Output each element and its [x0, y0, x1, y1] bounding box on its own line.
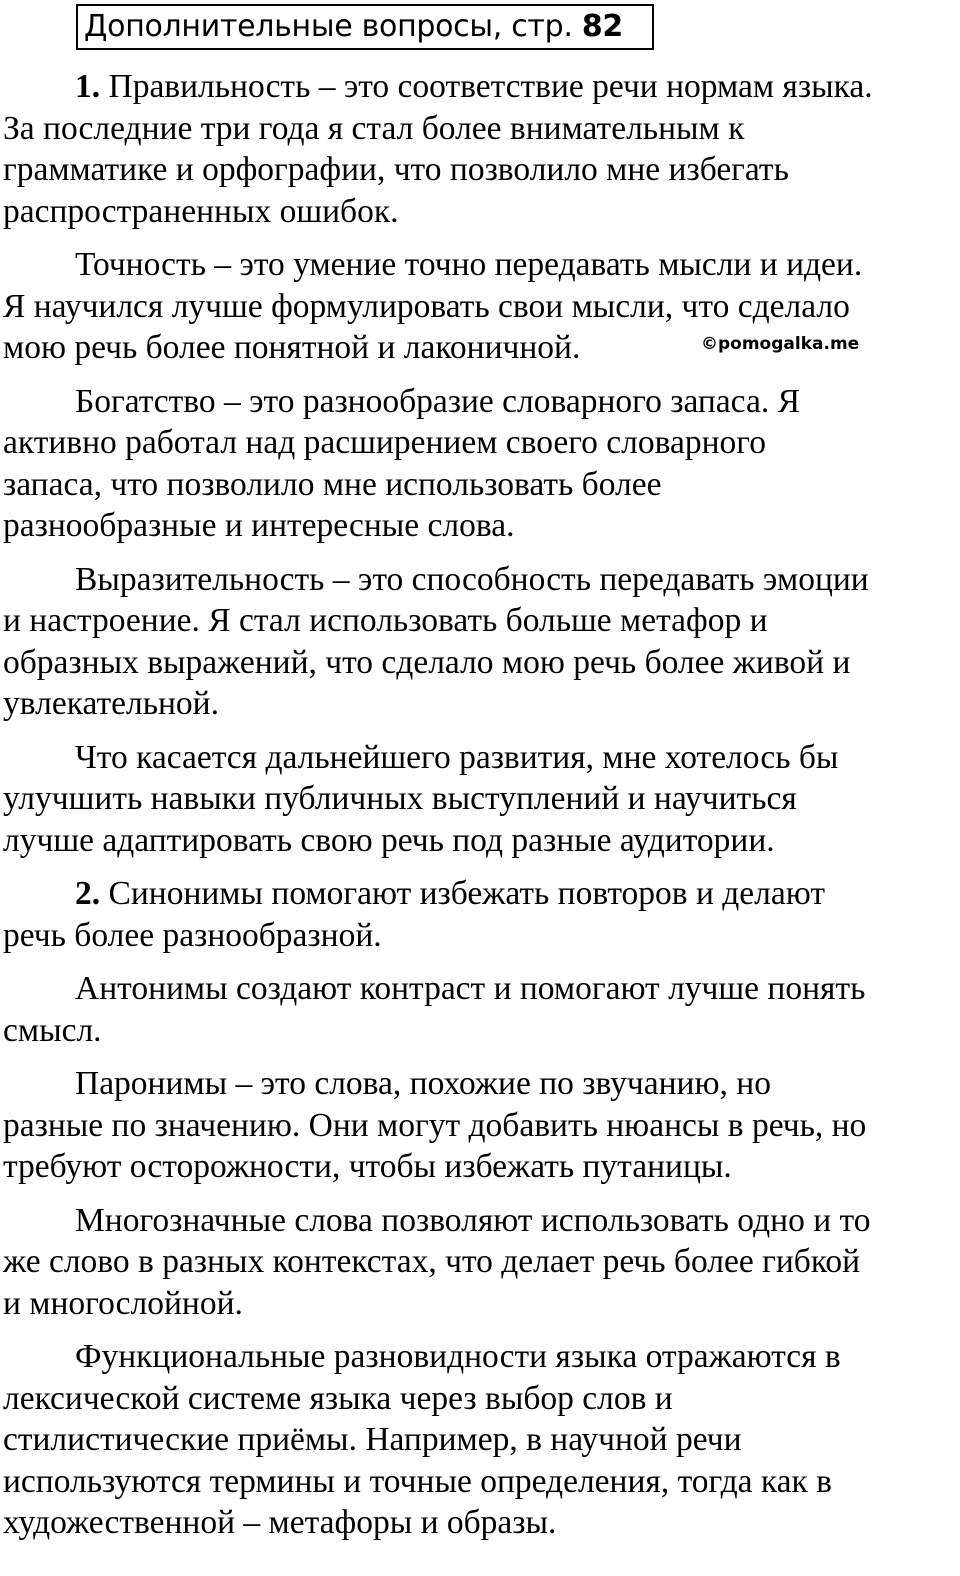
paragraph-text: Выразительность – это способность передавать эмоции и настроение. Я стал использовать больше метафор и образных выражений, что сделало мою речь более живой и увлекательной. [3, 560, 869, 722]
paragraph-4 [3, 559, 955, 725]
page-number: 82 [581, 9, 623, 44]
title-text: Дополнительные вопросы, стр. [84, 9, 573, 44]
paragraph-10 [3, 1336, 955, 1544]
paragraph-7 [3, 968, 955, 1051]
question-number-2: 2. [75, 875, 101, 912]
paragraph-text: Правильность – это соответствие речи нормам языка. За последние три года я стал более внимательным к грамматике и орфографии, что позволило мне избегать распространенных ошибок. [3, 68, 873, 230]
paragraph-1 [3, 66, 955, 232]
paragraph-text: Точность – это умение точно передавать мысли и идеи. Я научился лучше формулировать свои мысли, что сделало мою речь более понятной и лаконичной. [3, 246, 863, 366]
question-number-1: 1. [75, 68, 101, 105]
paragraph-3 [3, 381, 955, 547]
paragraph-text: Функциональные разновидности языка отражаются в лексической системе языка через выбор слов и стилистические приёмы. Например, в научной речи используются термины и точные определения, тогда как в художественной – метафоры и образы. [3, 1338, 841, 1541]
page-title [76, 4, 654, 50]
paragraph-8 [3, 1063, 955, 1188]
paragraph-6 [3, 873, 955, 956]
paragraph-text: Антонимы создают контраст и помогают лучше понять смысл. [3, 970, 866, 1049]
paragraph-2 [3, 244, 955, 369]
watermark: ©pomogalka.me [701, 334, 860, 354]
paragraph-5 [3, 737, 955, 862]
paragraph-text: Что касается дальнейшего развития, мне хотелось бы улучшить навыки публичных выступлений и научиться лучше адаптировать свою речь под разные аудитории. [3, 738, 839, 859]
paragraph-text: Паронимы – это слова, похожие по звучанию, но разные по значению. Они могут добавить нюансы в речь, но требуют осторожности, чтобы избежать путаницы. [3, 1065, 867, 1185]
paragraph-text: Синонимы помогают избежать повторов и делают речь более разнообразной. [3, 875, 825, 954]
paragraph-text: Богатство – это разнообразие словарного запаса. Я активно работал над расширением своего словарного запаса, что позволило мне использовать более разнообразные и интересные слова. [3, 382, 800, 544]
answer-text [3, 66, 955, 1556]
paragraph-text: Многозначные слова позволяют использовать одно и то же слово в разных контекстах, что делает речь более гибкой и многослойной. [3, 1201, 871, 1322]
paragraph-9 [3, 1200, 955, 1325]
